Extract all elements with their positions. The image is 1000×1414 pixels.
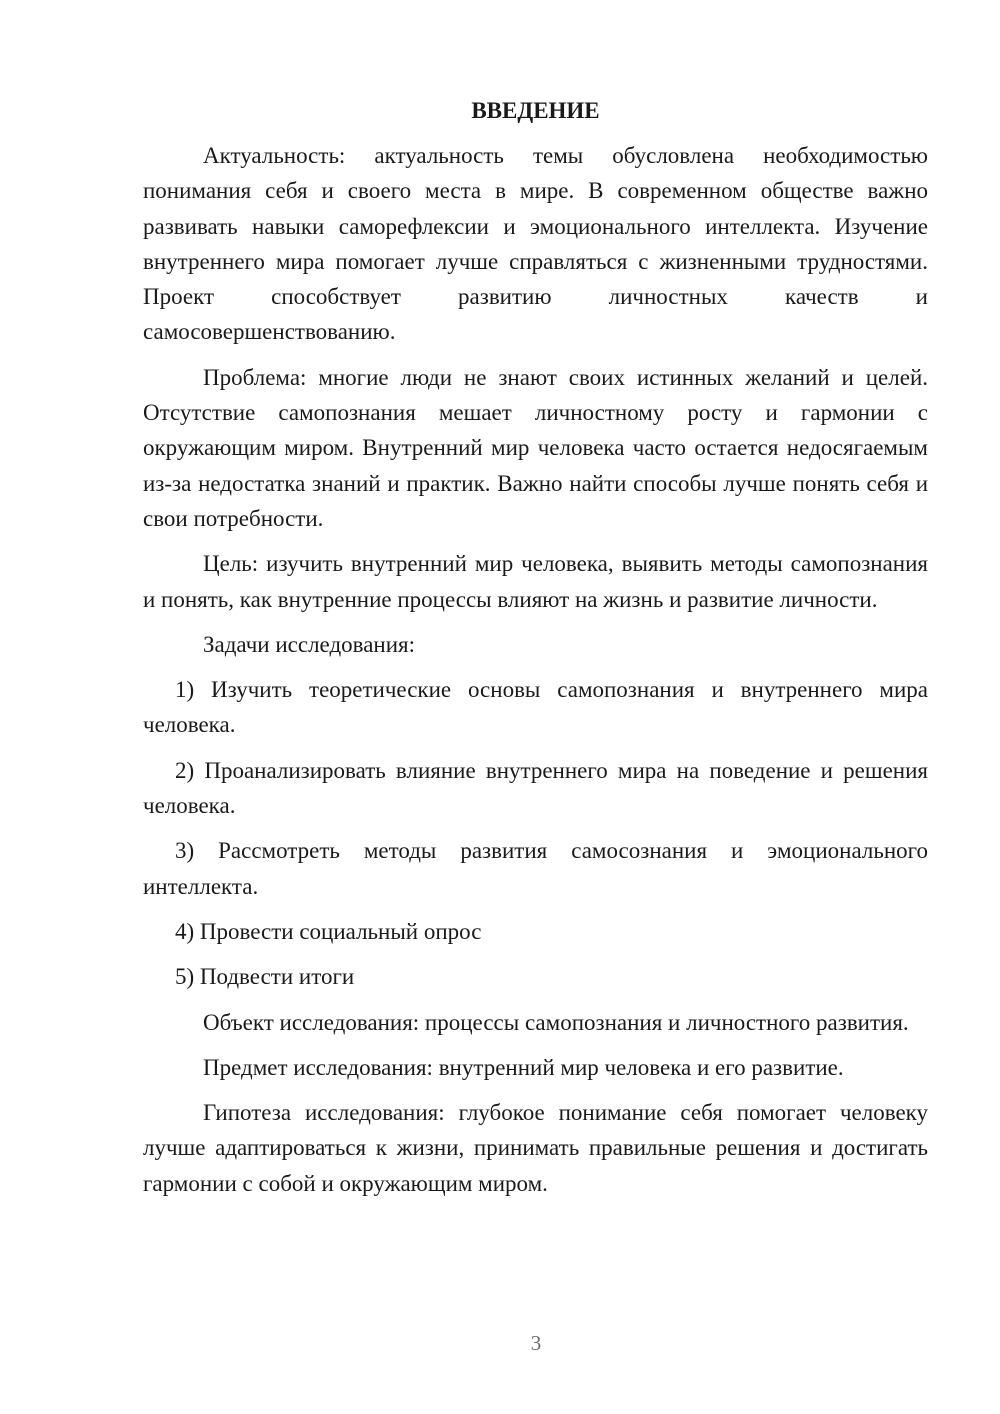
goal-paragraph: Цель: изучить внутренний мир человека, выявить методы самопознания и понять, как внутренние процессы влияют на жизнь и развитие личности. <box>143 551 928 612</box>
relevance-paragraph: Актуальность: актуальность темы обусловлена необходимостью понимания себя и своего места в мире. В современном обществе важно развивать навыки саморефлексии и эмоционального интеллекта. Изучение внутреннего мира помогает лучше справляться с жизненными трудностями. Проект способствует развитию личностных качеств и самосовершенствованию. <box>143 143 928 345</box>
task-item: 5) Подвести итоги <box>175 964 355 990</box>
task-item: 2) Проанализировать влияние внутреннего мира на поведение и решения человека. <box>143 757 928 819</box>
section-heading: ВВЕДЕНИЕ <box>471 98 600 123</box>
hypothesis-paragraph: Гипотеза исследования: глубокое понимание себя помогает человеку лучше адаптироваться к жизни, принимать правильные решения и достигать гармонии с собой и окружающим миром. <box>143 1100 928 1196</box>
page-number: 3 <box>530 1331 542 1355</box>
task-item: 3) Рассмотреть методы развития самосознания и эмоционального интеллекта. <box>143 838 928 899</box>
tasks-heading: Задачи исследования: <box>203 631 416 657</box>
subject-paragraph: Предмет исследования: внутренний мир человека и его развитие. <box>203 1054 844 1080</box>
problem-paragraph: Проблема: многие люди не знают своих истинных желаний и целей. Отсутствие самопознания мешает личностному росту и гармонии с окружающим миром. Внутренний мир человека часто остается недосягаемым из-за недостатка знаний и практик. Важно найти способы лучше понять себя и свои потребности. <box>143 364 928 531</box>
page-content <box>143 93 928 1211</box>
task-item: 1) Изучить теоретические основы самопознания и внутреннего мира человека. <box>143 677 928 738</box>
task-item: 4) Провести социальный опрос <box>175 918 482 944</box>
object-paragraph: Объект исследования: процессы самопознания и личностного развития. <box>203 1009 909 1035</box>
